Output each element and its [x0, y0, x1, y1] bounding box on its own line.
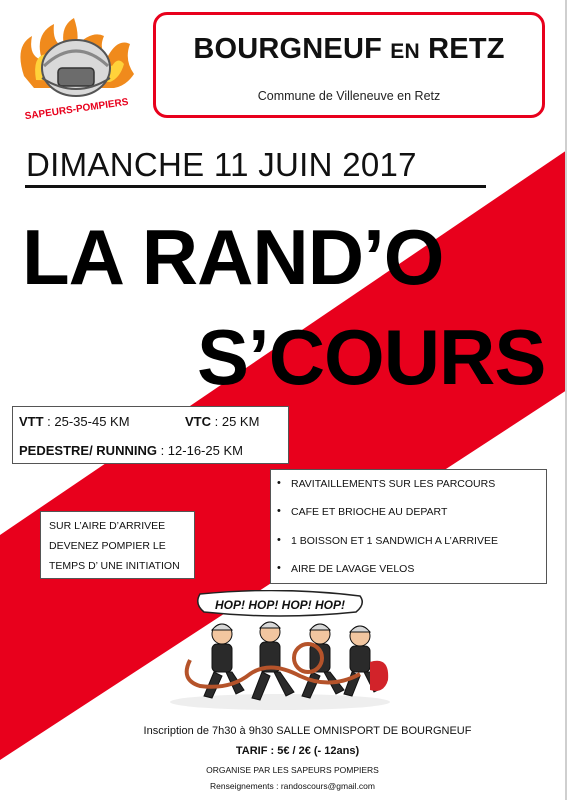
- date-underline: [25, 185, 486, 188]
- town-name-main: BOURGNEUF: [193, 33, 391, 65]
- firefighter-helmet-icon: [14, 16, 140, 132]
- speech-bubble-text: HOP! HOP! HOP! HOP!: [214, 598, 346, 612]
- running-firefighters-illustration: [160, 590, 400, 715]
- commune-subtitle: Commune de Villeneuve en Retz: [257, 89, 441, 103]
- town-name-en: EN: [390, 40, 420, 63]
- vtc-value: : 25 KM: [211, 414, 260, 429]
- running-firefighters-icon: [160, 590, 400, 715]
- vtt-label: VTT: [19, 414, 44, 429]
- services-box: [270, 469, 547, 584]
- service-item: • AIRE DE LAVAGE VELOS: [291, 563, 414, 575]
- pedestre-label: PEDESTRE/ RUNNING: [19, 443, 157, 458]
- initiation-line3: TEMPS D’ UNE INITIATION: [49, 560, 180, 572]
- event-title-line2: S’COURS: [197, 313, 546, 401]
- service-item: • 1 BOISSON ET 1 SANDWICH A L’ARRIVEE: [291, 535, 498, 547]
- initiation-box: [40, 511, 195, 579]
- pedestre-row: [19, 443, 243, 458]
- sapeurs-pompiers-logo: [14, 16, 140, 132]
- event-title-line1: LA RAND’O: [22, 213, 444, 301]
- inscription-text: Inscription de 7h30 à 9h30 SALLE OMNISPORT DE BOURGNEUF: [143, 725, 472, 737]
- initiation-line1: SUR L’AIRE D’ARRIVEE: [49, 520, 166, 532]
- logo-text: SAPEURS-POMPIERS: [24, 96, 130, 123]
- tarif-text: TARIF : 5€ / 2€ (- 12ans): [235, 745, 360, 757]
- organiser-text: ORGANISE PAR LES SAPEURS POMPIERS: [206, 765, 379, 775]
- service-item: • RAVITAILLEMENTS SUR LES PARCOURS: [291, 478, 495, 490]
- vtt-row: [19, 414, 130, 429]
- initiation-line2: DEVENEZ POMPIER LE: [49, 540, 166, 552]
- header-box: [153, 12, 545, 118]
- pedestre-value: : 12-16-25 KM: [156, 443, 243, 458]
- vtc-label: VTC: [185, 414, 211, 429]
- event-date: DIMANCHE 11 JUIN 2017: [26, 146, 417, 183]
- service-item: • CAFE ET BRIOCHE AU DEPART: [291, 506, 447, 518]
- town-name-end: RETZ: [419, 33, 505, 65]
- contact-text: Renseignements : randoscours@gmail.com: [209, 781, 375, 791]
- vtc-row: [185, 414, 259, 429]
- town-name: [156, 33, 542, 66]
- vtt-value: : 25-35-45 KM: [43, 414, 130, 429]
- distances-box: [12, 406, 289, 464]
